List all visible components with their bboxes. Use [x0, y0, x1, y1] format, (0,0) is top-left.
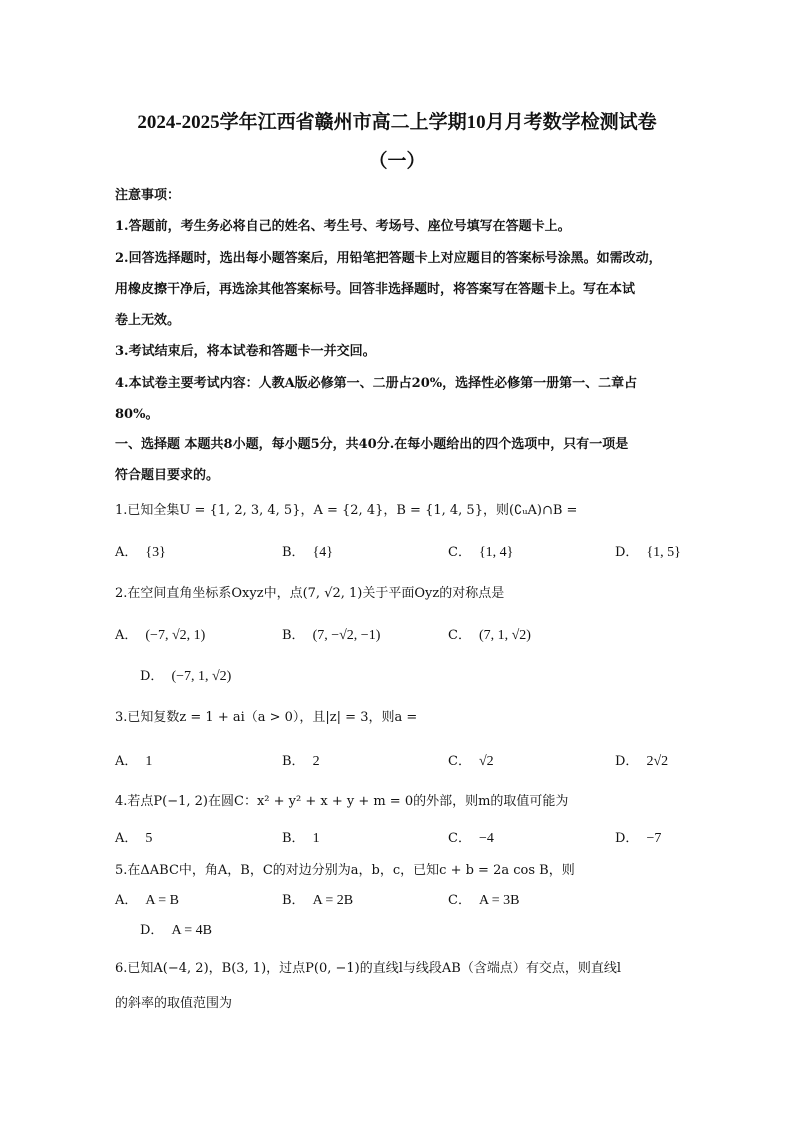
question-6-stem-line-2: 的斜率的取值范围为 [115, 996, 233, 1011]
q4-option-b: B． 1 [282, 831, 320, 846]
note-3: 3.考试结束后，将本试卷和答题卡一并交回。 [115, 344, 376, 359]
q4-option-a: A． 5 [115, 831, 153, 846]
q2-option-a: A． (−7, √2, 1) [115, 628, 206, 643]
q3-option-c: C． √2 [448, 754, 494, 769]
section-1-heading: 一、选择题 本题共8小题，每小题5分，共40分.在每小题给出的四个选项中，只有一项是 [115, 437, 629, 452]
q3-option-b: B． 2 [282, 754, 320, 769]
exam-title-subtitle: （一） [368, 151, 426, 172]
q1-option-c: C． {1, 4} [448, 545, 514, 560]
question-6-stem-line-1: 6.已知A(−4, 2)，B(3, 1)，过点P(0, −1)的直线l与线段AB（含端点）有交点，则直线l [115, 961, 621, 976]
q4-option-d: D． −7 [615, 831, 662, 846]
question-4-stem: 4.若点P(−1, 2)在圆C：x² + y² + x + y + m = 0的外部，则m的取值可能为 [115, 794, 569, 809]
q4-option-c: C． −4 [448, 831, 494, 846]
q5-option-a: A． A = B [115, 893, 179, 908]
note-1: 1.答题前，考生务必将自己的姓名、考生号、考场号、座位号填写在答题卡上。 [115, 219, 571, 234]
section-1-heading-cont: 符合题目要求的。 [115, 468, 220, 483]
question-2-stem: 2.在空间直角坐标系Oxyz中，点(7, √2, 1)关于平面Oyz的对称点是 [115, 586, 505, 601]
question-5-stem: 5.在ΔABC中，角A，B，C的对边分别为a，b，c，已知c + b = 2a cos B，则 [115, 863, 575, 878]
q2-option-b: B． (7, −√2, −1) [282, 628, 381, 643]
note-4-line-2: 80%。 [115, 407, 159, 422]
q5-option-b: B． A = 2B [282, 893, 354, 908]
q1-option-d: D． {1, 5} [615, 545, 681, 560]
note-4-line-1: 4.本试卷主要考试内容：人教A版必修第一、二册占20%，选择性必修第一册第一、二章占 [115, 376, 638, 391]
q3-option-a: A． 1 [115, 754, 153, 769]
question-1-stem: 1.已知全集U = {1, 2, 3, 4, 5}，A = {2, 4}，B = {1, 4, 5}，则(∁ᵤA)∩B = [115, 503, 578, 518]
note-2-line-3: 卷上无效。 [115, 313, 181, 328]
q1-option-b: B． {4} [282, 545, 334, 560]
q1-option-a: A． {3} [115, 545, 166, 560]
q5-option-c: C． A = 3B [448, 893, 520, 908]
q5-option-d: D． A = 4B [140, 923, 213, 938]
note-2-line-1: 2.回答选择题时，选出每小题答案后，用铅笔把答题卡上对应题目的答案标号涂黑。如需改动， [115, 251, 662, 266]
q2-option-d: D． (−7, 1, √2) [140, 669, 232, 684]
notes-heading: 注意事项： [115, 188, 181, 203]
exam-title: 2024-2025学年江西省赣州市高二上学期10月月考数学检测试卷 [137, 112, 657, 133]
q2-option-c: C． (7, 1, √2) [448, 628, 531, 643]
note-2-line-2: 用橡皮擦干净后，再选涂其他答案标号。回答非选择题时，将答案写在答题卡上。写在本试 [115, 282, 636, 297]
q3-option-d: D． 2√2 [615, 754, 669, 769]
question-3-stem: 3.已知复数z = 1 + ai（a > 0），且|z| = 3，则a = [115, 710, 418, 725]
